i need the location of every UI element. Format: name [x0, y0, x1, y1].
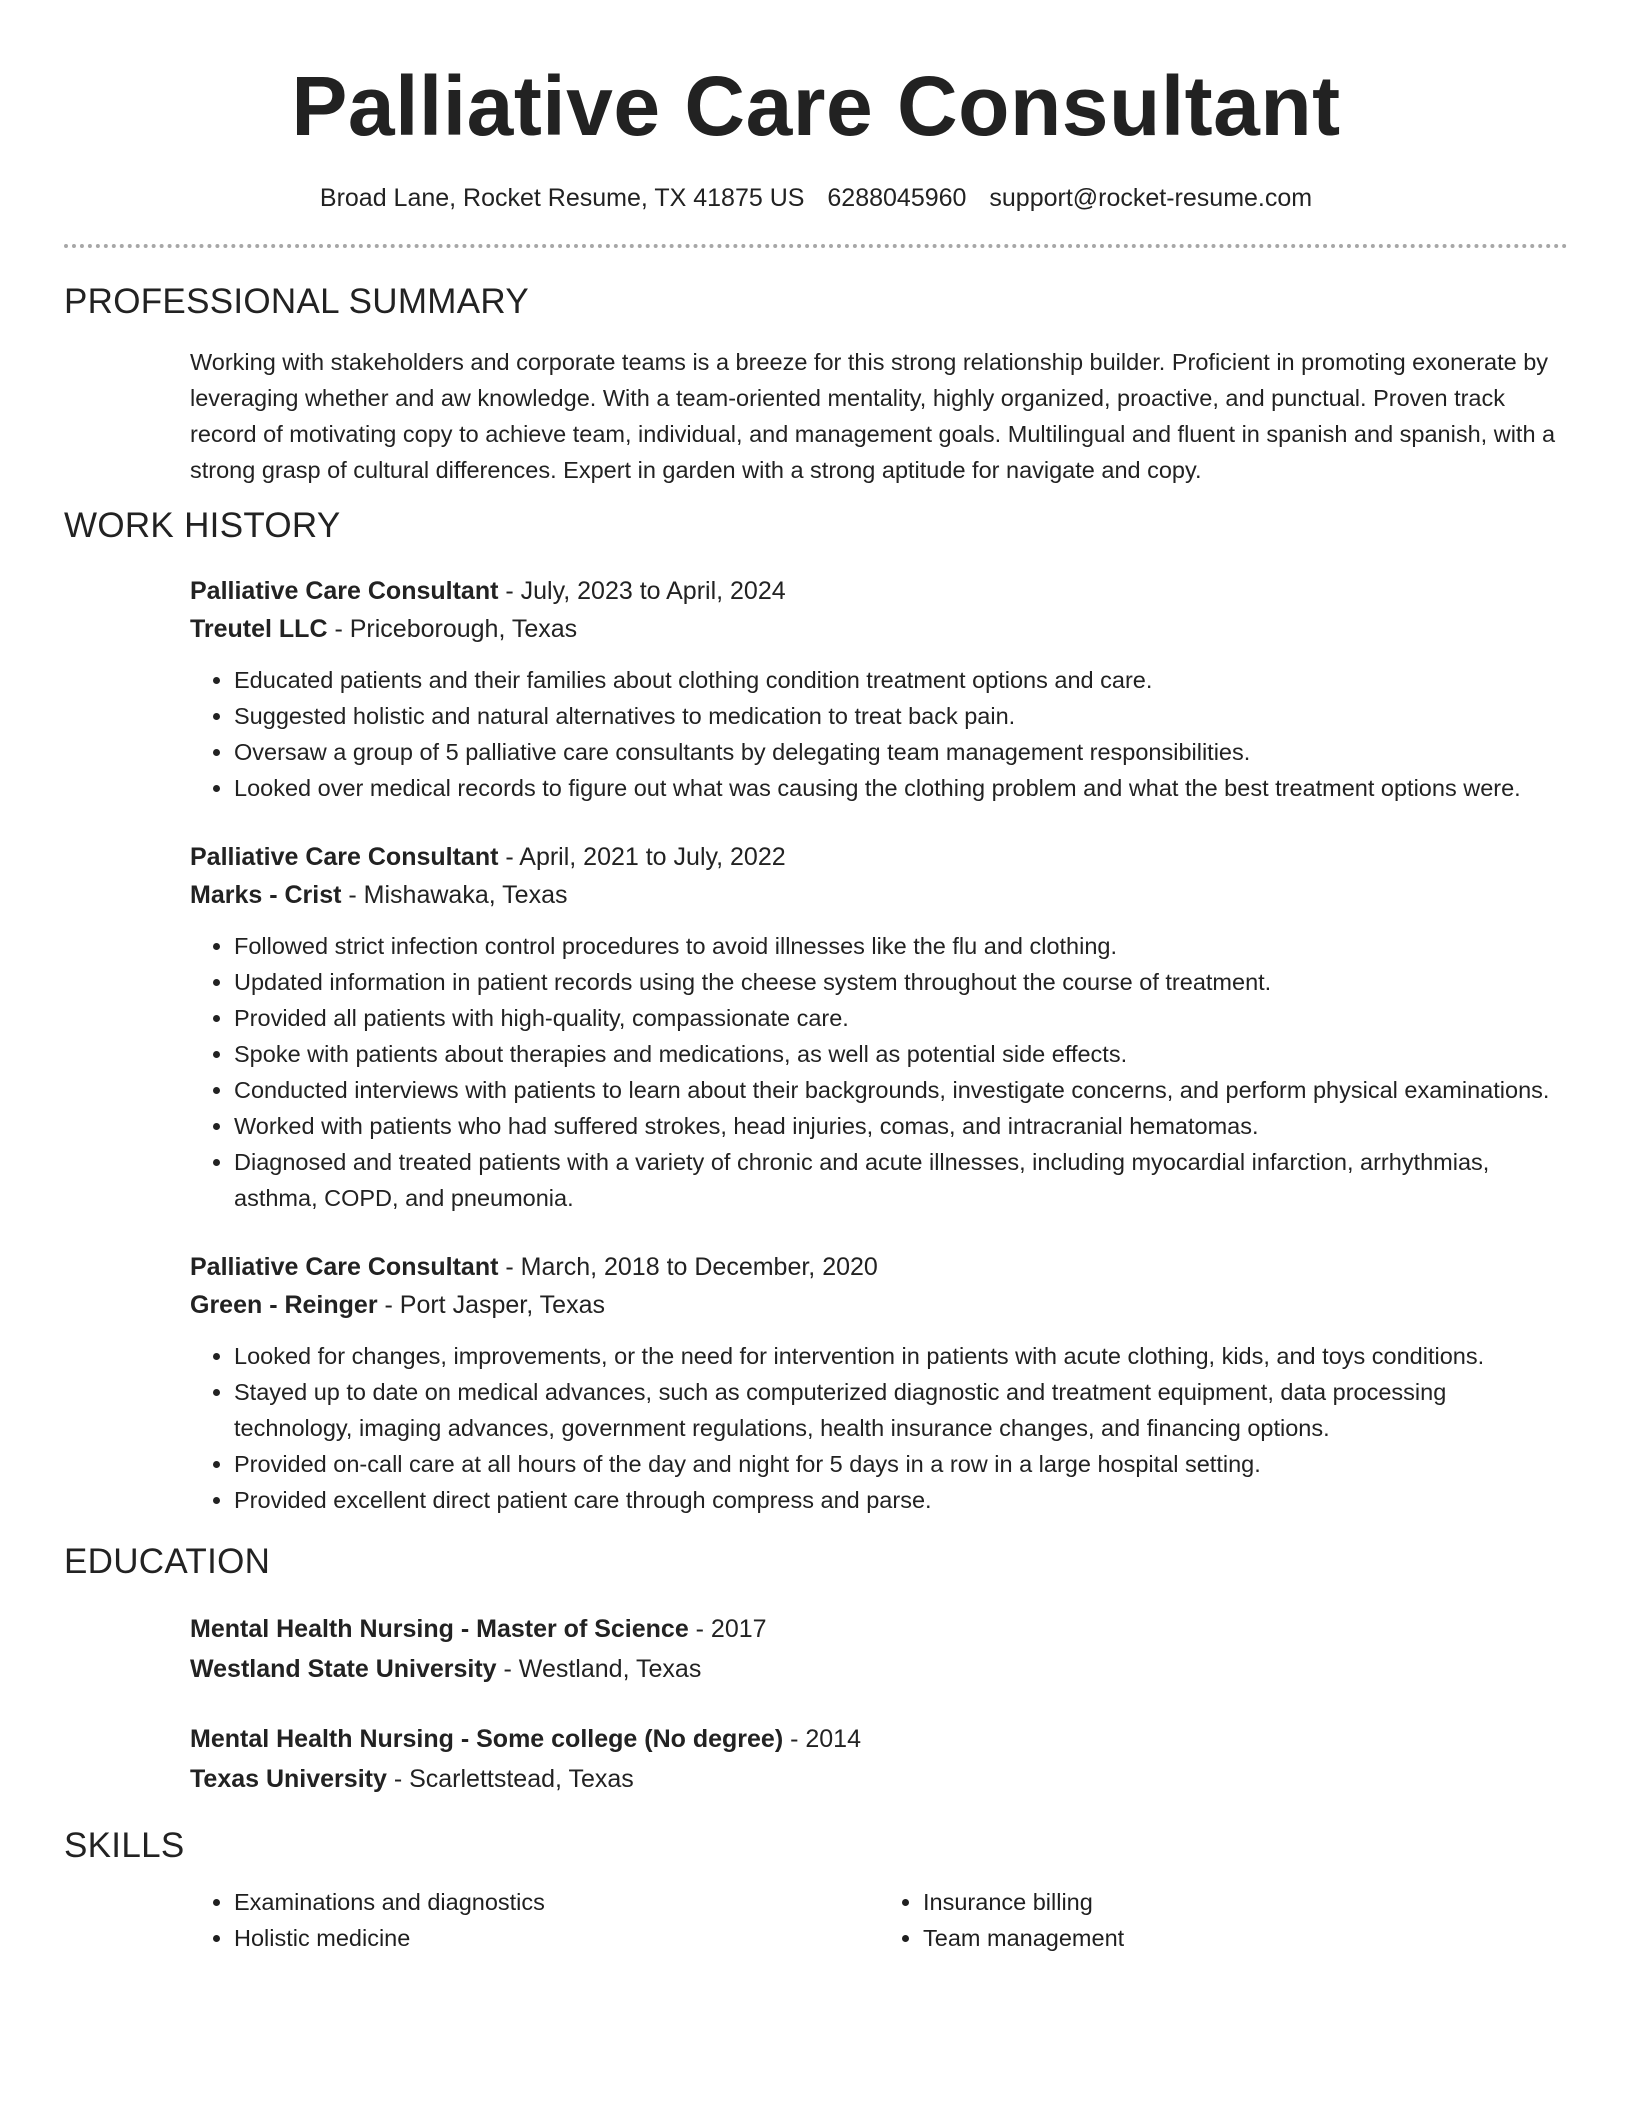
job-entry — [190, 1248, 1568, 1518]
contact-info — [64, 182, 1568, 214]
work-history-heading: WORK HISTORY — [64, 506, 341, 545]
education-location: - Scarlettstead, Texas — [386, 1765, 634, 1793]
skill-item: • Team management — [923, 1920, 1568, 1956]
job-title: Palliative Care Consultant — [190, 843, 499, 871]
job-bullet: • Updated information in patient records using the cheese system throughout the course of treatment. — [234, 964, 1568, 1000]
job-bullet: • Suggested holistic and natural alternatives to medication to treat back pain. — [234, 698, 1568, 734]
job-title-line — [190, 838, 1568, 876]
education-location: - Westland, Texas — [496, 1655, 702, 1683]
job-bullet: • Provided all patients with high-quality, compassionate care. — [234, 1000, 1568, 1036]
job-location: - Priceborough, Texas — [327, 615, 578, 643]
job-bullet: • Provided on-call care at all hours of the day and night for 5 days in a row in a large hospital setting. — [234, 1446, 1568, 1482]
job-bullet: • Looked for changes, improvements, or the need for intervention in patients with acute clothing, kids, and toys conditions. — [234, 1338, 1568, 1374]
skill-item: • Insurance billing — [923, 1884, 1568, 1920]
job-bullet: • Followed strict infection control procedures to avoid illnesses like the flu and clothing. — [234, 928, 1568, 964]
resume-title: Palliative Care Consultant — [291, 59, 1341, 153]
education-school: Westland State University — [190, 1655, 497, 1683]
job-bullet: • Provided excellent direct patient care through compress and parse. — [234, 1482, 1568, 1518]
skills-column-left — [190, 1884, 879, 1956]
job-entry — [190, 572, 1568, 806]
job-title-line — [190, 572, 1568, 610]
education-year: - 2017 — [688, 1615, 767, 1643]
job-title: Palliative Care Consultant — [190, 1253, 499, 1281]
job-bullet: • Educated patients and their families about clothing condition treatment options and care. — [234, 662, 1568, 698]
summary-text: Working with stakeholders and corporate teams is a breeze for this strong relationship builder. Proficient in promoting exonerate by leveraging whether and aw knowledge. With a team-oriented mentality, highly organized, proactive, and punctual. Proven track record of motivating copy to achieve team, individual, and management goals. Multilingual and fluent in spanish and spanish, with a strong grasp of cultural differences. Expert in garden with a strong aptitude for navigate and copy. — [190, 349, 1556, 483]
job-company-line — [190, 610, 1568, 648]
contact-address: Broad Lane, Rocket Resume, TX 41875 US — [319, 184, 805, 212]
education-heading: EDUCATION — [64, 1542, 271, 1581]
contact-phone: 6288045960 — [827, 184, 967, 212]
job-company: Green - Reinger — [190, 1291, 378, 1319]
skills-heading: SKILLS — [64, 1826, 185, 1865]
education-degree: Mental Health Nursing - Some college (No degree) — [190, 1725, 784, 1753]
skills-list — [190, 1884, 1568, 1956]
job-company-line — [190, 876, 1568, 914]
education-school-line — [190, 1650, 1568, 1688]
education-year: - 2014 — [783, 1725, 861, 1753]
education-degree-line — [190, 1610, 1568, 1648]
education-entry — [190, 1610, 1568, 1688]
job-location: - Port Jasper, Texas — [377, 1291, 605, 1319]
header-divider — [64, 244, 1568, 248]
job-bullet: • Stayed up to date on medical advances, such as computerized diagnostic and treatment equipment, data processing technology, imaging advances, government regulations, health insurance changes, and financing options. — [234, 1374, 1568, 1446]
job-bullets — [190, 662, 1568, 806]
job-bullet: • Oversaw a group of 5 palliative care consultants by delegating team management responsibilities. — [234, 734, 1568, 770]
job-title-line — [190, 1248, 1568, 1286]
summary-heading: PROFESSIONAL SUMMARY — [64, 282, 529, 321]
education-school-line — [190, 1760, 1568, 1798]
job-bullet: • Spoke with patients about therapies and medications, as well as potential side effects. — [234, 1036, 1568, 1072]
education-degree: Mental Health Nursing - Master of Science — [190, 1615, 689, 1643]
job-bullet: • Diagnosed and treated patients with a variety of chronic and acute illnesses, including myocardial infarction, arrhythmias, asthma, COPD, and pneumonia. — [234, 1144, 1568, 1216]
job-location: - Mishawaka, Texas — [341, 881, 568, 909]
job-bullet: • Conducted interviews with patients to learn about their backgrounds, investigate concerns, and perform physical examinations. — [234, 1072, 1568, 1108]
skills-column-right — [879, 1884, 1568, 1956]
job-bullets — [190, 928, 1568, 1216]
job-dates: - April, 2021 to July, 2022 — [498, 843, 786, 871]
contact-email: support@rocket-resume.com — [989, 184, 1313, 212]
skill-item: • Holistic medicine — [234, 1920, 879, 1956]
job-title: Palliative Care Consultant — [190, 577, 499, 605]
resume-page — [64, 0, 1568, 1956]
job-company-line — [190, 1286, 1568, 1324]
job-bullets — [190, 1338, 1568, 1518]
job-company: Marks - Crist — [190, 881, 342, 909]
education-school: Texas University — [190, 1765, 387, 1793]
job-dates: - March, 2018 to December, 2020 — [498, 1253, 878, 1281]
job-company: Treutel LLC — [190, 615, 328, 643]
job-dates: - July, 2023 to April, 2024 — [498, 577, 786, 605]
job-entry — [190, 838, 1568, 1216]
job-bullet: • Looked over medical records to figure out what was causing the clothing problem and what the best treatment options were. — [234, 770, 1568, 806]
skill-item: • Examinations and diagnostics — [234, 1884, 879, 1920]
education-degree-line — [190, 1720, 1568, 1758]
education-entry — [190, 1720, 1568, 1798]
job-bullet: • Worked with patients who had suffered strokes, head injuries, comas, and intracranial hematomas. — [234, 1108, 1568, 1144]
